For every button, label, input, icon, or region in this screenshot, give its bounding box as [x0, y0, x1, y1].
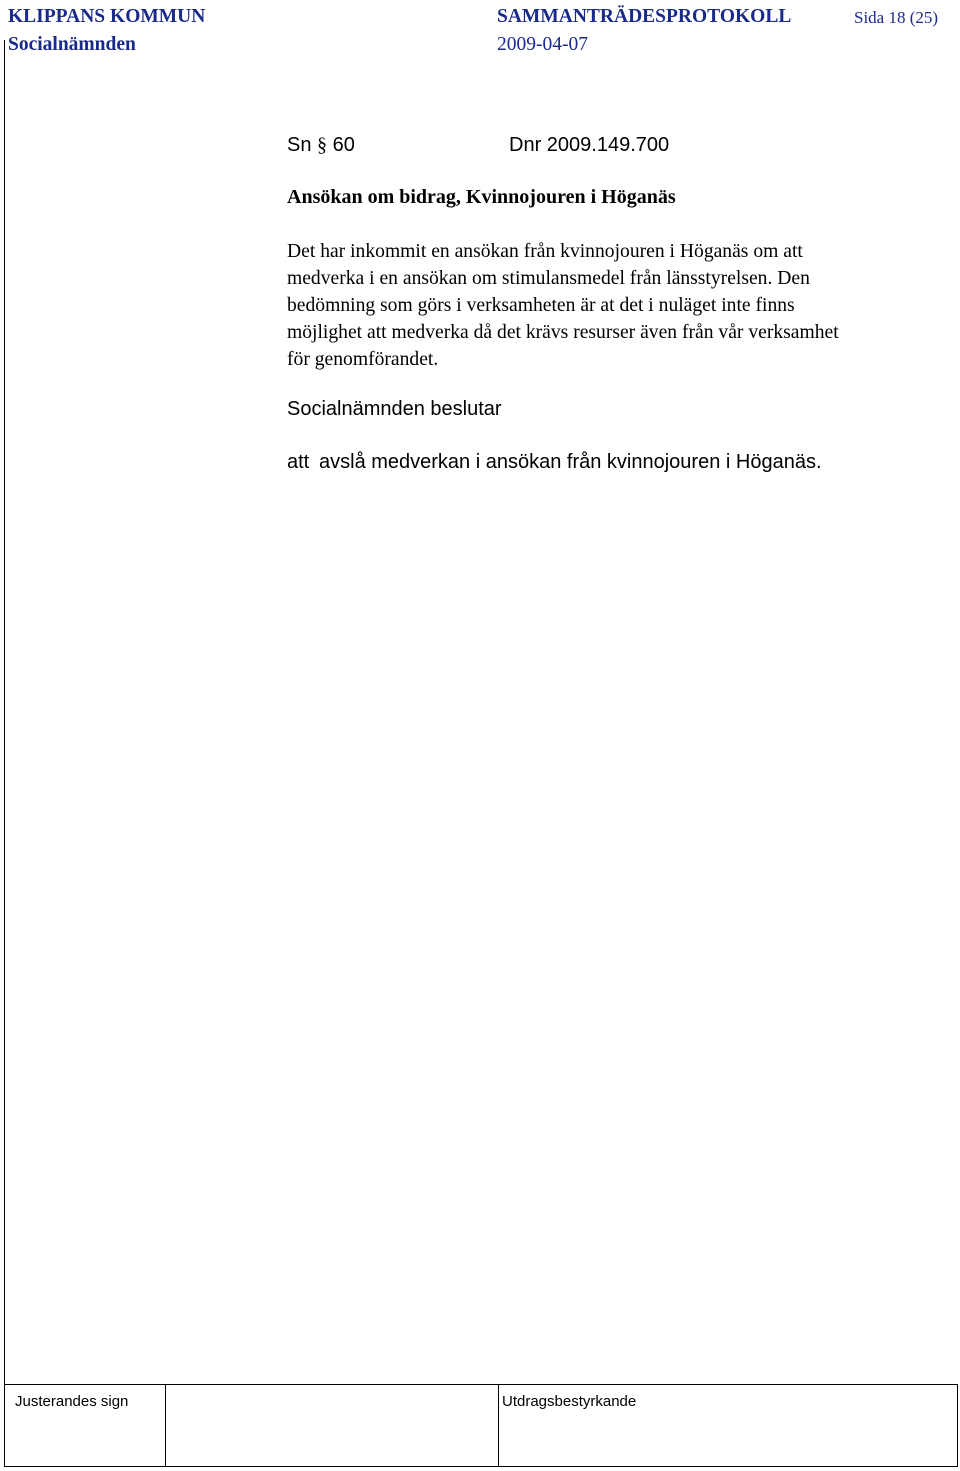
org-name: KLIPPANS KOMMUN: [8, 6, 206, 27]
section-ref: [287, 133, 355, 157]
meeting-date: 2009-04-07: [497, 34, 588, 55]
page-number: Sida 18 (25): [854, 8, 939, 27]
body-paragraph: [287, 238, 947, 373]
section-number: 60: [332, 134, 355, 156]
section-prefix: Sn: [287, 134, 312, 156]
body-line: möjlighet att medverka då det krävs resurser även från vår verksamhet: [287, 322, 839, 343]
decision-text: avslå medverkan i ansökan från kvinnojouren i Höganäs.: [319, 451, 822, 473]
body-line: medverka i en ansökan om stimulansmedel från länsstyrelsen. Den: [287, 268, 810, 289]
signature-cell: [166, 1385, 499, 1466]
decision-prefix: att: [287, 451, 310, 473]
margin-rule: [4, 40, 5, 1400]
section-symbol: §: [317, 134, 328, 156]
signature-footer: [4, 1384, 958, 1467]
body-line: bedömning som görs i verksamheten är at det i nuläget inte finns: [287, 295, 795, 316]
body-line: för genomförandet.: [287, 349, 439, 370]
adjuster-sign-label: Justerandes sign: [15, 1393, 129, 1410]
committee-name: Socialnämnden: [8, 34, 136, 55]
extract-certification-label: Utdragsbestyrkande: [502, 1393, 637, 1410]
body-line: Det har inkommit en ansökan från kvinnojouren i Höganäs om att: [287, 241, 803, 262]
document-type: SAMMANTRÄDESPROTOKOLL: [497, 6, 792, 27]
decision-heading: Socialnämnden beslutar: [287, 398, 502, 420]
case-title: Ansökan om bidrag, Kvinnojouren i Höganäs: [287, 186, 676, 208]
dnr-number: Dnr 2009.149.700: [509, 134, 670, 156]
